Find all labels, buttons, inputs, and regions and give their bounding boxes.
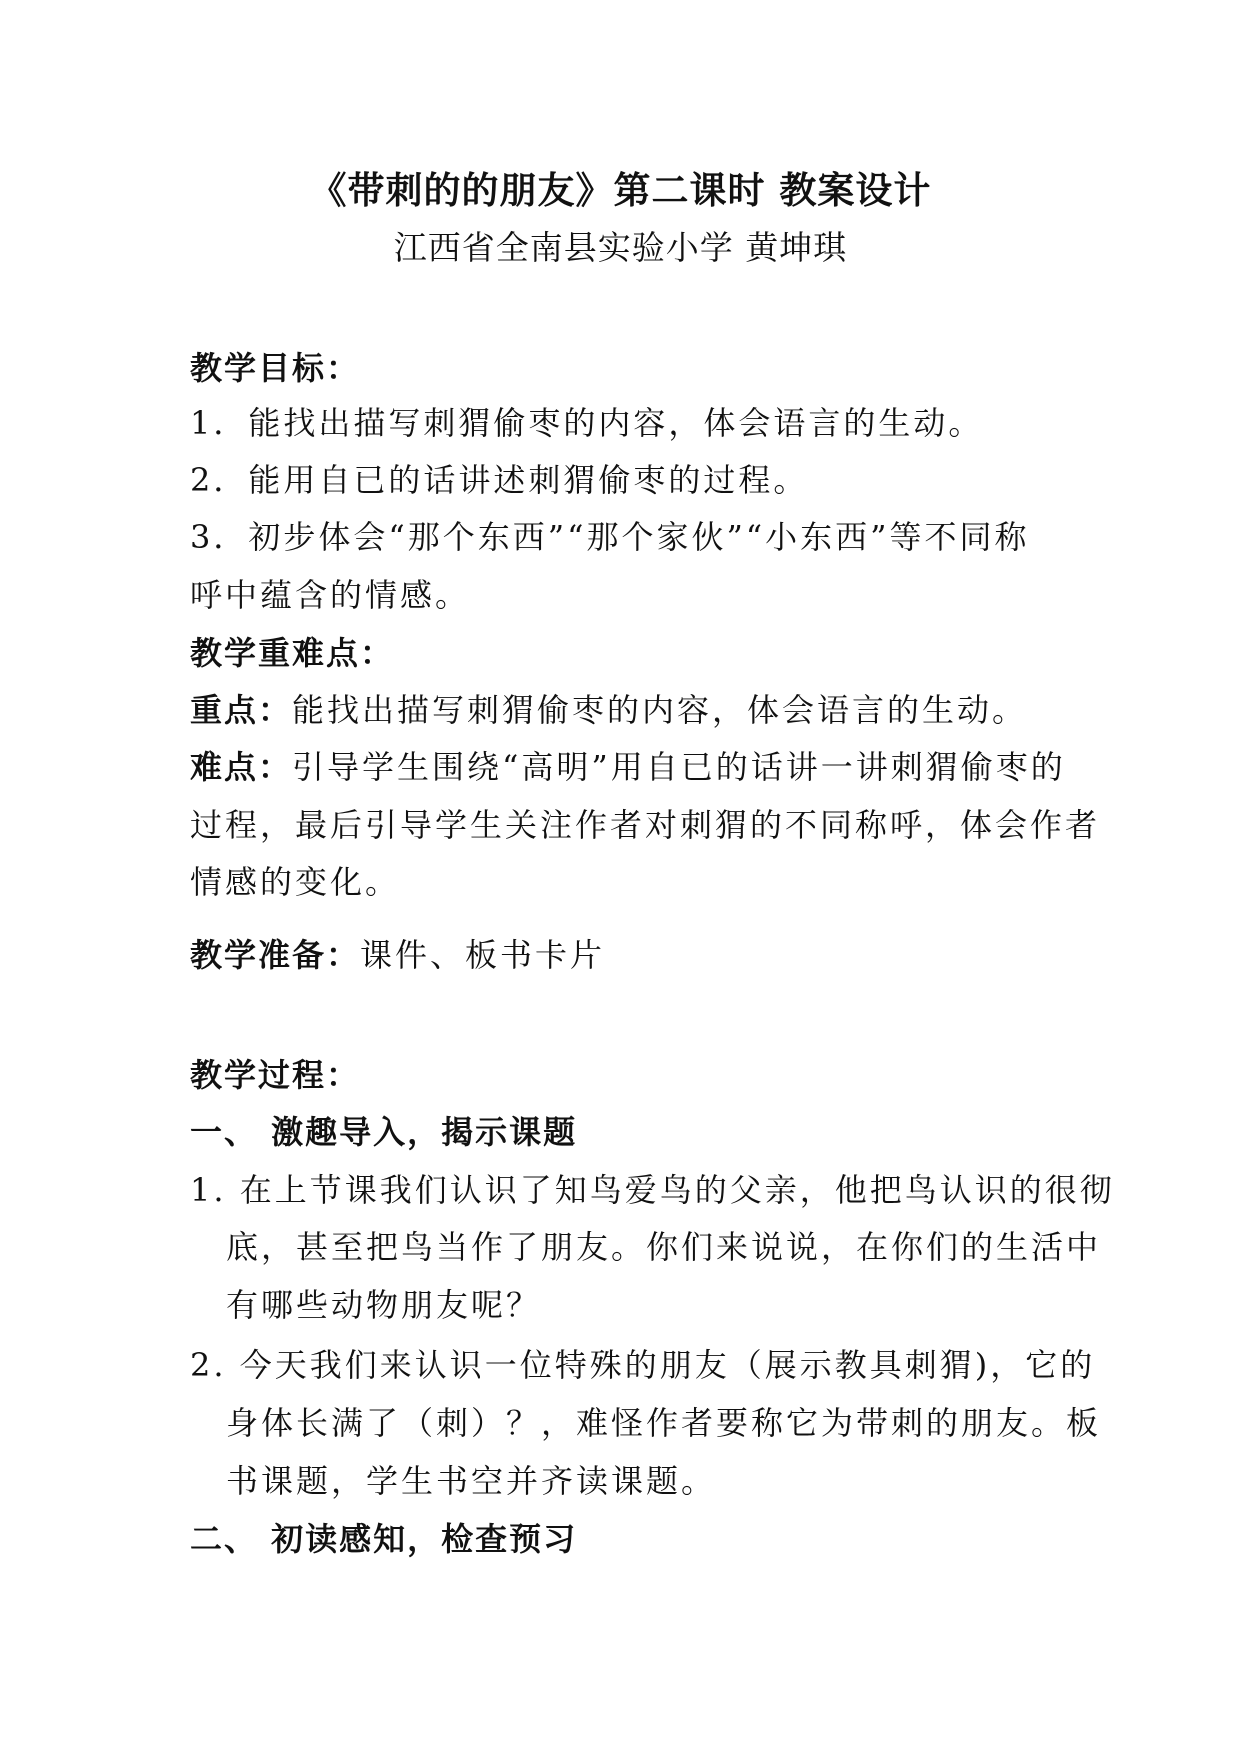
difficulty-text-line-3: 情感的变化。: [190, 863, 401, 901]
process-heading: 教学过程：: [190, 1056, 361, 1094]
key-points-heading: 教学重难点：: [190, 634, 395, 672]
difficulty-paragraph: [190, 742, 1066, 788]
difficulty-label: 难点：: [190, 748, 293, 786]
goal-item-3: 3．初步体会“那个东西”“那个家伙”“小东西”等不同称: [190, 518, 1030, 556]
difficulty-text-line-2: 过程，最后引导学生关注作者对刺猬的不同称呼，体会作者: [190, 806, 1101, 844]
goal-item-3-continued: 呼中蕴含的情感。: [190, 576, 471, 614]
focus-text: 能找出描写刺猬偷枣的内容，体会语言的生动。: [292, 691, 1028, 729]
focus-paragraph: [190, 685, 1050, 731]
step-1: 1. 在上节课我们认识了知鸟爱鸟的父亲，他把鸟认识的很彻: [190, 1171, 1115, 1209]
step-1-line-3: 有哪些动物朋友呢？: [226, 1286, 542, 1324]
document-title: 《带刺的的朋友》第二课时 教案设计: [309, 169, 932, 212]
step-2-line-2: 身体长满了（刺）？，难怪作者要称它为带刺的朋友。板: [226, 1404, 1102, 1442]
author-line: 江西省全南县实验小学 黄坤琪: [393, 228, 848, 267]
goals-heading: 教学目标：: [190, 349, 361, 387]
goal-item-2: 2．能用自已的话讲述刺猬偷枣的过程。: [190, 461, 809, 499]
step-1-line-2: 底，甚至把鸟当作了朋友。你们来说说，在你们的生活中: [226, 1228, 1102, 1266]
preparation-text: 课件、板书卡片: [360, 936, 606, 974]
preparation-paragraph: [190, 930, 1050, 976]
step-2: 2. 今天我们来认识一位特殊的朋友（展示教具刺猬)，它的: [190, 1346, 1096, 1384]
difficulty-text: 引导学生围绕“高明”用自已的话讲一讲刺猬偷枣的: [292, 748, 1066, 786]
section-1-heading: 一、 激趣导入，揭示课题: [190, 1113, 578, 1151]
section-2-heading: 二、 初读感知，检查预习: [190, 1520, 578, 1558]
focus-label: 重点：: [190, 691, 293, 729]
preparation-label: 教学准备：: [190, 936, 361, 974]
step-2-line-3: 书课题，学生书空并齐读课题。: [226, 1462, 717, 1500]
goal-item-1: 1．能找出描写刺猬偷枣的内容，体会语言的生动。: [190, 404, 984, 442]
